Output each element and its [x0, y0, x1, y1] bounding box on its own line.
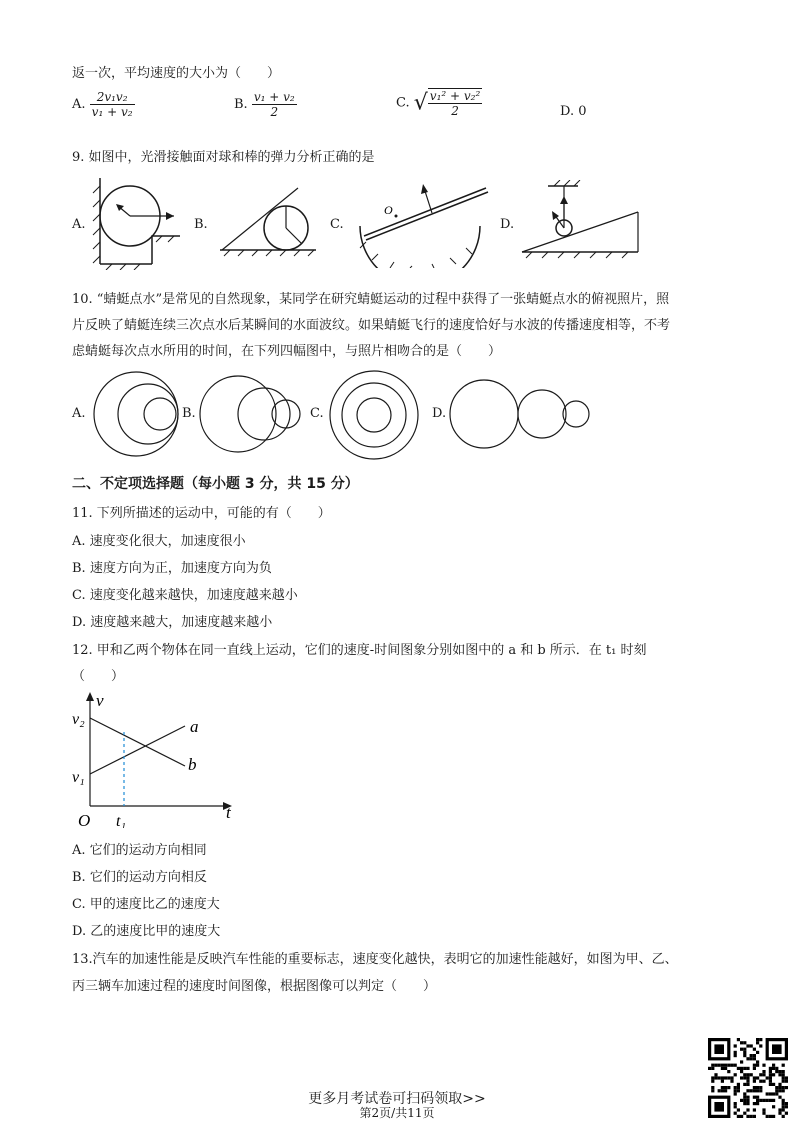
q10-line1: 10. “蜻蜓点水”是常见的自然现象，某同学在研究蜻蜓运动的过程中获得了一张蜻蜓点水的俯视照片，照 — [72, 292, 670, 307]
q11-option-c[interactable]: C. 速度变化越来越快，加速度越来越小 — [72, 588, 298, 603]
qr-module — [762, 1070, 765, 1073]
svg-text:O: O — [78, 811, 91, 828]
qr-module — [743, 1054, 746, 1057]
footer-page-number: 第2页/共11页 — [359, 1106, 435, 1120]
qr-module — [756, 1038, 759, 1041]
qr-module — [753, 1048, 756, 1051]
qr-module — [734, 1064, 737, 1067]
qr-module — [740, 1067, 743, 1070]
svg-text:t₁: t₁ — [116, 813, 127, 828]
qr-module — [708, 1067, 711, 1070]
q9-label-a[interactable]: A. — [72, 217, 86, 232]
q9-figure-b — [216, 184, 322, 262]
qr-module — [737, 1083, 740, 1086]
qr-module — [759, 1044, 762, 1047]
q8-option-d[interactable]: D. 0 — [560, 104, 587, 119]
qr-module — [766, 1076, 769, 1079]
q9-figure-a — [92, 172, 184, 270]
svg-text:b: b — [188, 755, 197, 774]
qr-module — [743, 1073, 746, 1076]
qr-module — [769, 1067, 772, 1070]
qr-module — [746, 1076, 749, 1079]
qr-module — [782, 1070, 785, 1073]
qr-module — [772, 1067, 775, 1070]
q12-stem: 12. 甲和乙两个物体在同一直线上运动，它们的速度-时间图象分别如图中的 a 和 b 所示．在 t₁ 时刻 — [72, 643, 647, 658]
qr-module — [718, 1064, 721, 1067]
qr-module — [740, 1070, 743, 1073]
qr-module — [769, 1083, 772, 1086]
q10-line3: 虑蜻蜓每次点水所用的时间，在下列四幅图中，与照片相吻合的是（ ） — [72, 344, 502, 359]
qr-module — [727, 1064, 730, 1067]
q10-figure-d — [448, 370, 592, 458]
qr-module — [711, 1064, 714, 1067]
q9-figure-c — [352, 178, 492, 268]
q10-label-a[interactable]: A. — [72, 406, 86, 421]
qr-module — [778, 1070, 781, 1073]
q13-line2: 丙三辆车加速过程的速度时间图像，根据图像可以判定（ ） — [72, 979, 437, 994]
qr-module — [727, 1076, 730, 1079]
qr-module — [746, 1067, 749, 1070]
q10-figure-c — [326, 370, 422, 460]
qr-module — [746, 1044, 749, 1047]
q8-stem-end: 返一次，平均速度的大小为（ ） — [72, 66, 281, 81]
qr-module — [762, 1064, 765, 1067]
q10-figure-a — [88, 370, 188, 458]
qr-module — [750, 1044, 753, 1047]
qr-module — [724, 1067, 727, 1070]
q10-figure-b — [198, 370, 304, 458]
qr-module — [721, 1080, 724, 1083]
qr-module — [750, 1073, 753, 1076]
qr-module — [762, 1073, 765, 1076]
qr-module — [727, 1070, 730, 1073]
svg-text:v: v — [96, 691, 104, 710]
qr-module — [711, 1076, 714, 1079]
qr-module — [769, 1073, 772, 1076]
qr-module — [769, 1076, 772, 1079]
line-a — [90, 726, 185, 774]
qr-module — [759, 1038, 762, 1041]
qr-module — [734, 1054, 737, 1057]
qr-module — [740, 1060, 743, 1063]
qr-module — [714, 1073, 717, 1076]
q9-c-point-label: O — [384, 203, 393, 217]
qr-module — [778, 1073, 781, 1076]
qr-module — [753, 1054, 756, 1057]
qr-module — [759, 1080, 762, 1083]
qr-module — [782, 1076, 785, 1079]
qr-module — [750, 1054, 753, 1057]
qr-module — [743, 1083, 746, 1086]
qr-module — [753, 1076, 756, 1079]
qr-module — [785, 1076, 788, 1079]
qr-module — [756, 1060, 759, 1063]
qr-module — [778, 1083, 781, 1086]
qr-module — [737, 1067, 740, 1070]
qr-module — [756, 1064, 759, 1067]
q9-label-c[interactable]: C. — [330, 217, 344, 232]
qr-module — [734, 1044, 737, 1047]
qr-module — [772, 1073, 775, 1076]
qr-module — [734, 1051, 737, 1054]
qr-module — [762, 1080, 765, 1083]
qr-module — [743, 1067, 746, 1070]
qr-module — [711, 1067, 714, 1070]
qr-module — [746, 1080, 749, 1083]
q12-option-b[interactable]: B. 它们的运动方向相反 — [72, 870, 207, 885]
q10-line2: 片反映了蜻蜓连续三次点水后某瞬间的水面波纹。如果蜻蜓飞行的速度恰好与水波的传播速度相等，不考 — [72, 318, 671, 333]
qr-module — [743, 1041, 746, 1044]
svg-text:a: a — [190, 717, 199, 736]
qr-module — [753, 1064, 756, 1067]
qr-module — [775, 1067, 778, 1070]
qr-module — [750, 1057, 753, 1060]
qr-module — [743, 1051, 746, 1054]
q12-paren: （ ） — [72, 669, 125, 684]
q9-label-d[interactable]: D. — [500, 217, 515, 232]
q12-vt-graph — [70, 688, 250, 828]
q8-option-c[interactable]: C. √ $\frac{\text{v₁² + v₂²}}{2}$ — [396, 89, 481, 118]
q8-option-b[interactable]: B. $\frac{\text{v₁ + v₂}}{2}$ — [234, 90, 295, 119]
q11-option-d[interactable]: D. 速度越来越大，加速度越来越小 — [72, 615, 273, 630]
qr-module — [746, 1083, 749, 1086]
qr-module — [743, 1076, 746, 1079]
qr-module — [721, 1064, 724, 1067]
qr-module — [724, 1064, 727, 1067]
q9-label-b[interactable]: B. — [194, 217, 208, 232]
q8-fraction-c: $\frac{\text{v₁² + v₂²}}{2}$ — [429, 89, 481, 118]
qr-module — [769, 1080, 772, 1083]
qr-module — [721, 1076, 724, 1079]
qr-module — [782, 1080, 785, 1083]
qr-module — [775, 1070, 778, 1073]
qr-module — [753, 1067, 756, 1070]
svg-text:v₁: v₁ — [72, 769, 85, 786]
qr-module — [782, 1073, 785, 1076]
q12-option-d[interactable]: D. 乙的速度比甲的速度大 — [72, 924, 221, 939]
qr-module — [718, 1076, 721, 1079]
qr-module — [714, 1076, 717, 1079]
qr-module — [730, 1076, 733, 1079]
qr-module — [734, 1073, 737, 1076]
q9-figure-d — [518, 180, 642, 266]
qr-module — [714, 1064, 717, 1067]
qr-module — [772, 1064, 775, 1067]
qr-module — [730, 1064, 733, 1067]
qr-module — [737, 1038, 740, 1041]
q11-option-a[interactable]: A. 速度变化很大，加速度很小 — [72, 534, 246, 549]
qr-module — [740, 1041, 743, 1044]
q8-fraction-b: $\frac{\text{v₁ + v₂}}{2}$ — [253, 90, 295, 119]
q10-label-b[interactable]: B. — [182, 406, 196, 421]
qr-module — [785, 1080, 788, 1083]
qr-module — [753, 1057, 756, 1060]
q9-stem: 9. 如图中，光滑接触面对球和棒的弹力分析正确的是 — [72, 150, 375, 165]
svg-text:v₂: v₂ — [72, 711, 85, 728]
svg-text:t: t — [226, 803, 231, 822]
qr-module — [753, 1080, 756, 1083]
qr-module — [740, 1076, 743, 1079]
qr-module — [746, 1073, 749, 1076]
qr-module — [740, 1048, 743, 1051]
footer-promo: 更多月考试卷可扫码领取>> — [308, 1091, 486, 1107]
qr-module — [769, 1070, 772, 1073]
qr-module — [756, 1041, 759, 1044]
qr-module — [711, 1080, 714, 1083]
q10-label-d[interactable]: D. — [432, 406, 447, 421]
q11-stem: 11. 下列所描述的运动中，可能的有（ ） — [72, 506, 331, 521]
q8-fraction-a: $\frac{\text{2v₁v₂}}{\text{v₁ + v₂}}$ — [91, 90, 133, 119]
sqrt-icon: √ — [413, 90, 428, 116]
qr-module — [782, 1064, 785, 1067]
qr-module — [743, 1048, 746, 1051]
qr-module — [772, 1083, 775, 1086]
qr-module — [724, 1076, 727, 1079]
q12-option-a[interactable]: A. 它们的运动方向相同 — [72, 843, 207, 858]
q8-option-a[interactable]: A. $\frac{\text{2v₁v₂}}{\text{v₁ + v₂}}$ — [72, 90, 133, 119]
line-b — [90, 718, 185, 766]
qr-module — [759, 1073, 762, 1076]
q12-option-c[interactable]: C. 甲的速度比乙的速度大 — [72, 897, 220, 912]
q10-label-c[interactable]: C. — [310, 406, 324, 421]
qr-module — [730, 1080, 733, 1083]
section-2-title: 二、不定项选择题（每小题 3 分，共 15 分） — [72, 476, 359, 492]
qr-module — [721, 1067, 724, 1070]
q11-option-b[interactable]: B. 速度方向为正，加速度方向为负 — [72, 561, 272, 576]
q13-line1: 13.汽车的加速性能是反映汽车性能的重要标志，速度变化越快，表明它的加速性能越好，如图为甲、乙、 — [72, 952, 678, 967]
qr-module — [756, 1076, 759, 1079]
qr-module — [756, 1051, 759, 1054]
qr-module — [746, 1057, 749, 1060]
